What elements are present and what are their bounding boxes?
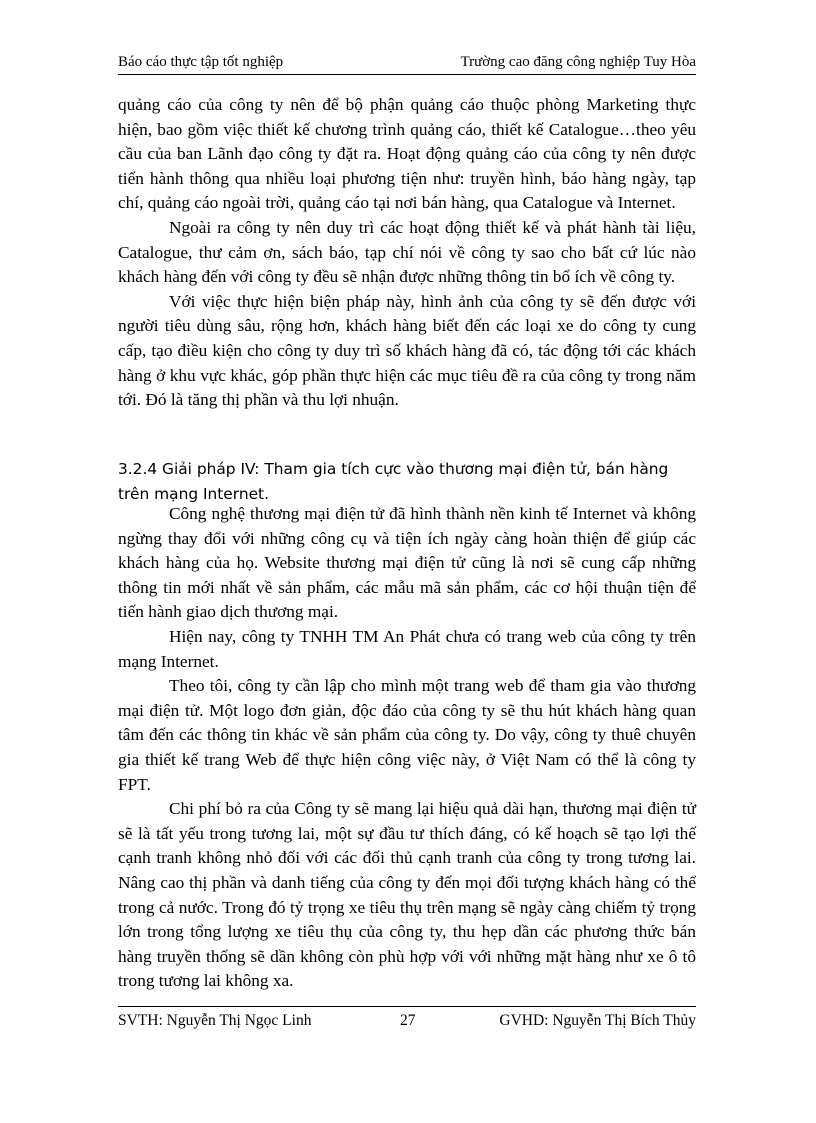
paragraph: Ngoài ra công ty nên duy trì các hoạt động thiết kế và phát hành tài liệu, Catalogue, thư cảm ơn, sách báo, tạp chí nói về công ty sao cho bất cứ lúc nào khách hàng đến với công ty đều sẽ nhận được những thông tin bổ ích về công ty. xyxy=(118,217,696,287)
footer-supervisor: GVHD: Nguyễn Thị Bích Thủy xyxy=(499,1012,696,1029)
paragraph: Theo tôi, công ty cần lập cho mình một trang web để tham gia vào thương mại điện tử. Một logo đơn giản, độc đáo của công ty sẽ thu hút khách hàng quan tâm đến các thông tin khác về sản phẩm của công ty. Do vậy, công ty thuê chuyên gia thiết kế trang Web để thực hiện công việc này, ở Việt Nam có thể là công ty FPT. xyxy=(118,676,696,794)
paragraph: Chi phí bỏ ra của Công ty sẽ mang lại hiệu quả dài hạn, thương mại điện tử sẽ là tất yếu trong tương lai, một sự đầu tư thích đáng, có kế hoạch sẽ tạo lợi thế cạnh tranh không nhỏ đối với các đối thủ cạnh tranh của công ty trong tương lai. Nâng cao thị phần và danh tiếng của công ty đến mọi đối tượng khách hàng có thể trong cả nước. Trong đó tỷ trọng xe tiêu thụ trên mạng sẽ ngày càng chiếm tỷ trọng lớn trong tổng lượng xe tiêu thụ của công ty, thu hẹp dần các phương thức bán hàng truyền thống sẽ dần không còn phù hợp với với những mặt hàng như xe ô tô trong tương lai không xa. xyxy=(118,799,696,991)
paragraph: Với việc thực hiện biện pháp này, hình ảnh của công ty sẽ đến được với người tiêu dùng sâu, rộng hơn, khách hàng biết đến các loại xe do công ty cung cấp, tạo điều kiện cho công ty duy trì số khách hàng đã có, tác động tới các khách hàng ở khu vực khác, góp phần thực hiện các mục tiêu đề ra của công ty trong năm tới. Đó là tăng thị phần và thu lợi nhuận. xyxy=(118,291,696,410)
section-heading: 3.2.4 Giải pháp IV: Tham gia tích cực vào thương mại điện tử, bán hàng trên mạng Internet. xyxy=(118,460,669,503)
body-text-top xyxy=(118,93,696,413)
header-divider xyxy=(118,74,696,75)
page-number: 27 xyxy=(400,1012,416,1029)
footer-divider xyxy=(118,1006,696,1007)
body-text-bottom xyxy=(118,502,696,994)
page-header xyxy=(118,54,696,74)
footer-student: SVTH: Nguyễn Thị Ngọc Linh xyxy=(118,1012,312,1029)
page-footer xyxy=(118,1012,696,1034)
paragraph: quảng cáo của công ty nên để bộ phận quảng cáo thuộc phòng Marketing thực hiện, bao gồm việc thiết kế chương trình quảng cáo, thiết kế Catalogue…theo yêu cầu của ban Lãnh đạo công ty đặt ra. Hoạt động quảng cáo của công ty nên được tiến hành thông qua nhiều loại phương tiện như: truyền hình, báo hàng ngày, tạp chí, quảng cáo ngoài trời, quảng cáo tại nơi bán hàng, qua Catalogue và Internet. xyxy=(118,95,696,213)
header-right-school: Trường cao đăng công nghiệp Tuy Hòa xyxy=(460,54,696,70)
paragraph: Công nghệ thương mại điện tử đã hình thành nền kinh tế Internet và không ngừng thay đổi với những công cụ và tiện ích ngày càng hoàn thiện để giúp các khách hàng của họ. Website thương mại điện tử cũng là nơi sẽ cung cấp những thông tin mới nhất về sản phẩm, các mẫu mã sản phẩm, các cơ hội thuận tiện để tiến hành giao dịch thương mại. xyxy=(118,504,696,622)
header-left-title: Báo cáo thực tập tốt nghiệp xyxy=(118,54,284,70)
paragraph: Hiện nay, công ty TNHH TM An Phát chưa có trang web của công ty trên mạng Internet. xyxy=(118,626,696,671)
